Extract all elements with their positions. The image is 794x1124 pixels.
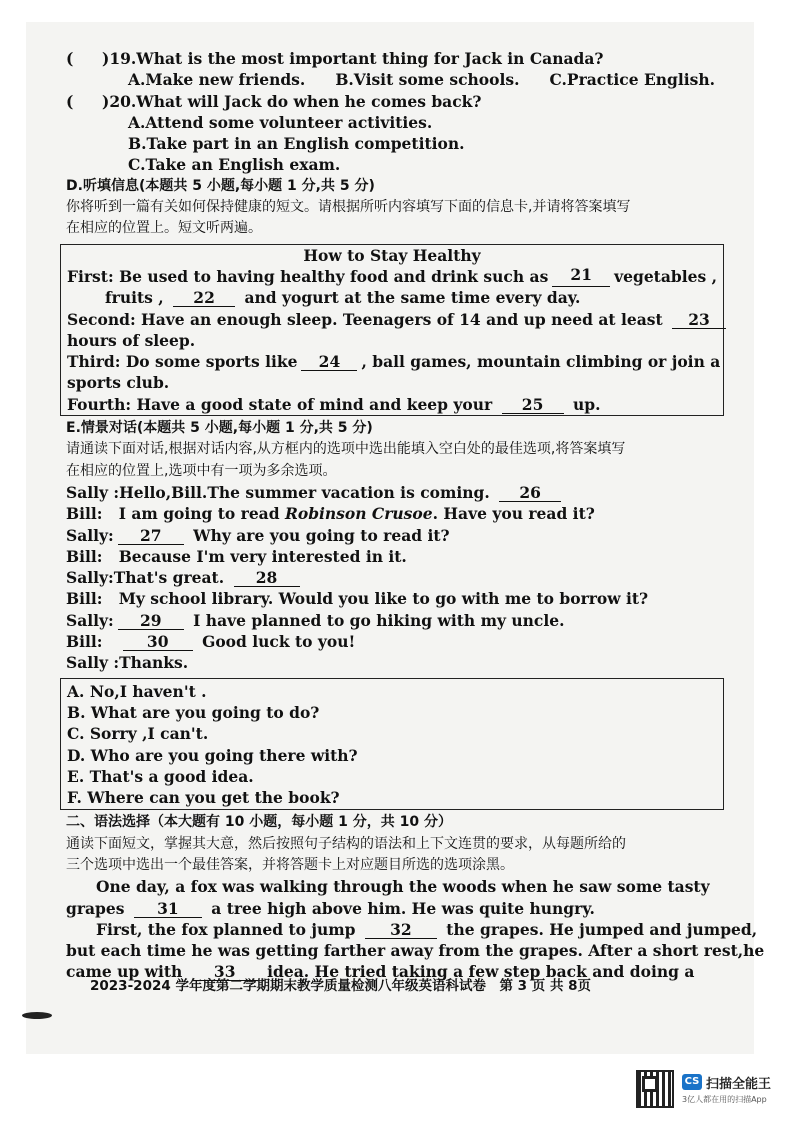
- blank-31: 31: [134, 900, 202, 918]
- info-text: and yogurt at the same time every day.: [244, 288, 581, 308]
- option-item: A. No,I haven't .: [67, 681, 207, 701]
- dialogue-line: [66, 610, 716, 631]
- dialogue-text: Why are you going to read it?: [193, 525, 450, 545]
- option-a: A.Make new friends.: [128, 70, 306, 90]
- section-d-instruction: 你将听到一篇有关如何保持健康的短文。请根据所听内容填写下面的信息卡,并请将答案填写: [66, 199, 631, 216]
- scanner-tagline: 3亿人都在用的扫描App: [682, 1095, 767, 1104]
- dialogue-text: Hello,Bill.The summer vacation is coming.: [119, 482, 490, 502]
- speaker: Sally:: [66, 568, 114, 588]
- passage-text: First, the fox planned to jump: [96, 919, 356, 939]
- qr-code-icon: [636, 1070, 674, 1108]
- dialogue-line: [66, 567, 716, 588]
- speaker: Sally:: [66, 610, 114, 630]
- blank-30: 30: [123, 633, 193, 651]
- part-2-heading: 二、语法选择（本大题有 10 小题，每小题 1 分，共 10 分）: [66, 814, 452, 831]
- dialogue-text: My school library. Would you like to go with me to borrow it?: [118, 589, 649, 609]
- dialogue-line: [66, 631, 716, 652]
- question-text: )20.What will Jack do when he comes back?: [102, 91, 482, 111]
- dialogue-text: That's great.: [113, 568, 225, 588]
- section-d-instruction-2: 在相应的位置上。短文听两遍。: [66, 220, 262, 237]
- blank-29: 29: [118, 612, 184, 630]
- page-footer: 2023-2024 学年度第二学期期末教学质量检测八年级英语科试卷 第 3 页 共 8页: [90, 978, 592, 994]
- dialogue-text: . Have you read it?: [432, 504, 595, 524]
- blank-26: 26: [499, 484, 561, 502]
- dialogue-text: Thanks.: [119, 653, 189, 673]
- part-2-instruction-2: 三个选项中选出一个最佳答案，并将答题卡上对应题目所选的选项涂黑。: [66, 856, 514, 873]
- info-text: sports club.: [67, 373, 170, 393]
- section-e-heading: E.情景对话(本题共 5 小题,每小题 1 分,共 5 分): [66, 420, 373, 437]
- options-box: [60, 678, 724, 811]
- dialogue-text: I am going to read: [118, 504, 280, 524]
- scanner-app-name: 扫描全能王: [706, 1077, 772, 1092]
- dialogue-text: I have planned to go hiking with my uncle.: [193, 610, 565, 630]
- option-item: D. Who are you going there with?: [67, 745, 358, 765]
- blank-22: 22: [173, 289, 235, 307]
- speaker: Bill:: [66, 546, 103, 566]
- passage-line: [66, 898, 716, 919]
- blank-25: 25: [502, 396, 564, 414]
- info-text: up.: [573, 394, 601, 414]
- blank-23: 23: [672, 311, 726, 329]
- scan-smudge: [22, 1012, 52, 1019]
- cs-logo-icon: CS: [682, 1074, 702, 1090]
- question-19: [66, 48, 716, 69]
- option-item: C. Sorry ,I can't.: [67, 724, 209, 744]
- option-item: F. Where can you get the book?: [67, 788, 340, 808]
- dialogue-line: [66, 482, 716, 503]
- dialogue-line: [66, 588, 716, 609]
- info-text: , ball games, mountain climbing or join a: [361, 352, 721, 372]
- info-second-line: [67, 309, 717, 330]
- section-e-instruction-2: 在相应的位置上,选项中有一项为多余选项。: [66, 462, 337, 479]
- info-text: First: Be used to having healthy food and drink such as: [67, 266, 549, 286]
- blank-27: 27: [118, 527, 184, 545]
- option-b: B.Take part in an English competition.: [128, 134, 465, 154]
- passage-text: a tree high above him. He was quite hungry.: [211, 898, 595, 918]
- option-a: A.Attend some volunteer activities.: [128, 112, 433, 132]
- book-title: Robinson Crusoe: [284, 504, 433, 524]
- speaker: Bill:: [66, 632, 103, 652]
- blank-24: 24: [301, 353, 357, 371]
- info-card-title: How to Stay Healthy: [303, 245, 481, 265]
- blank-28: 28: [234, 569, 300, 587]
- option-b: B.Visit some schools.: [335, 70, 520, 90]
- blank-33: 33: [192, 963, 258, 981]
- option-c: C.Take an English exam.: [128, 155, 341, 175]
- passage-text: came up with: [66, 962, 183, 982]
- question-19-options: [66, 69, 716, 90]
- info-first-line: [67, 266, 717, 287]
- passage-line: One day, a fox was walking through the woods when he saw some tasty: [96, 877, 710, 897]
- option-item: E. That's a good idea.: [67, 766, 254, 786]
- passage-line: but each time he was getting farther away from the grapes. After a short rest,he: [66, 941, 765, 961]
- option-c: C.Practice English.: [549, 70, 716, 90]
- info-fourth-line: [67, 394, 717, 415]
- dialogue-line: [66, 503, 716, 524]
- blank-32: 32: [365, 921, 437, 939]
- dialogue-line: [66, 652, 716, 673]
- info-text: Fourth: Have a good state of mind and keep your: [67, 394, 493, 414]
- info-first-line-2: [67, 287, 717, 308]
- dialogue-line: [66, 525, 716, 546]
- dialogue-line: [66, 546, 716, 567]
- info-text: hours of sleep.: [67, 330, 196, 350]
- speaker: Sally:: [66, 525, 114, 545]
- section-d-heading: D.听填信息(本题共 5 小题,每小题 1 分,共 5 分): [66, 177, 375, 194]
- speaker: Bill:: [66, 504, 103, 524]
- info-text: Third: Do some sports like: [67, 352, 298, 372]
- exam-content: [66, 48, 765, 983]
- speaker: Sally :: [66, 482, 120, 502]
- answer-paren: (: [66, 91, 74, 111]
- info-third-line: [67, 351, 721, 372]
- question-20: [66, 91, 716, 112]
- speaker: Sally :: [66, 653, 120, 673]
- blank-21: 21: [552, 266, 610, 287]
- passage-text: grapes: [66, 898, 125, 918]
- section-e-instruction: 请通读下面对话,根据对话内容,从方框内的选项中选出能填入空白处的最佳选项,将答案填写: [66, 441, 626, 458]
- info-card: [60, 244, 724, 416]
- speaker: Bill:: [66, 589, 103, 609]
- dialogue-text: Because I'm very interested in it.: [118, 546, 407, 566]
- option-item: B. What are you going to do?: [67, 702, 320, 722]
- passage-line: [66, 919, 758, 940]
- info-text: fruits ,: [105, 288, 164, 308]
- scanner-watermark: [636, 1070, 786, 1114]
- part-2-instruction: 通读下面短文，掌握其大意，然后按照句子结构的语法和上下文连贯的要求，从每题所给的: [66, 835, 626, 852]
- info-text: Second: Have an enough sleep. Teenagers of 14 and up need at least: [67, 309, 663, 329]
- question-text: )19.What is the most important thing for Jack in Canada?: [102, 49, 604, 68]
- info-text: vegetables ,: [614, 266, 717, 286]
- answer-paren: (: [66, 49, 74, 68]
- passage-text: idea. He tried taking a few step back and doing a: [267, 962, 695, 982]
- passage-text: the grapes. He jumped and jumped,: [446, 919, 758, 939]
- dialogue-text: Good luck to you!: [202, 632, 356, 652]
